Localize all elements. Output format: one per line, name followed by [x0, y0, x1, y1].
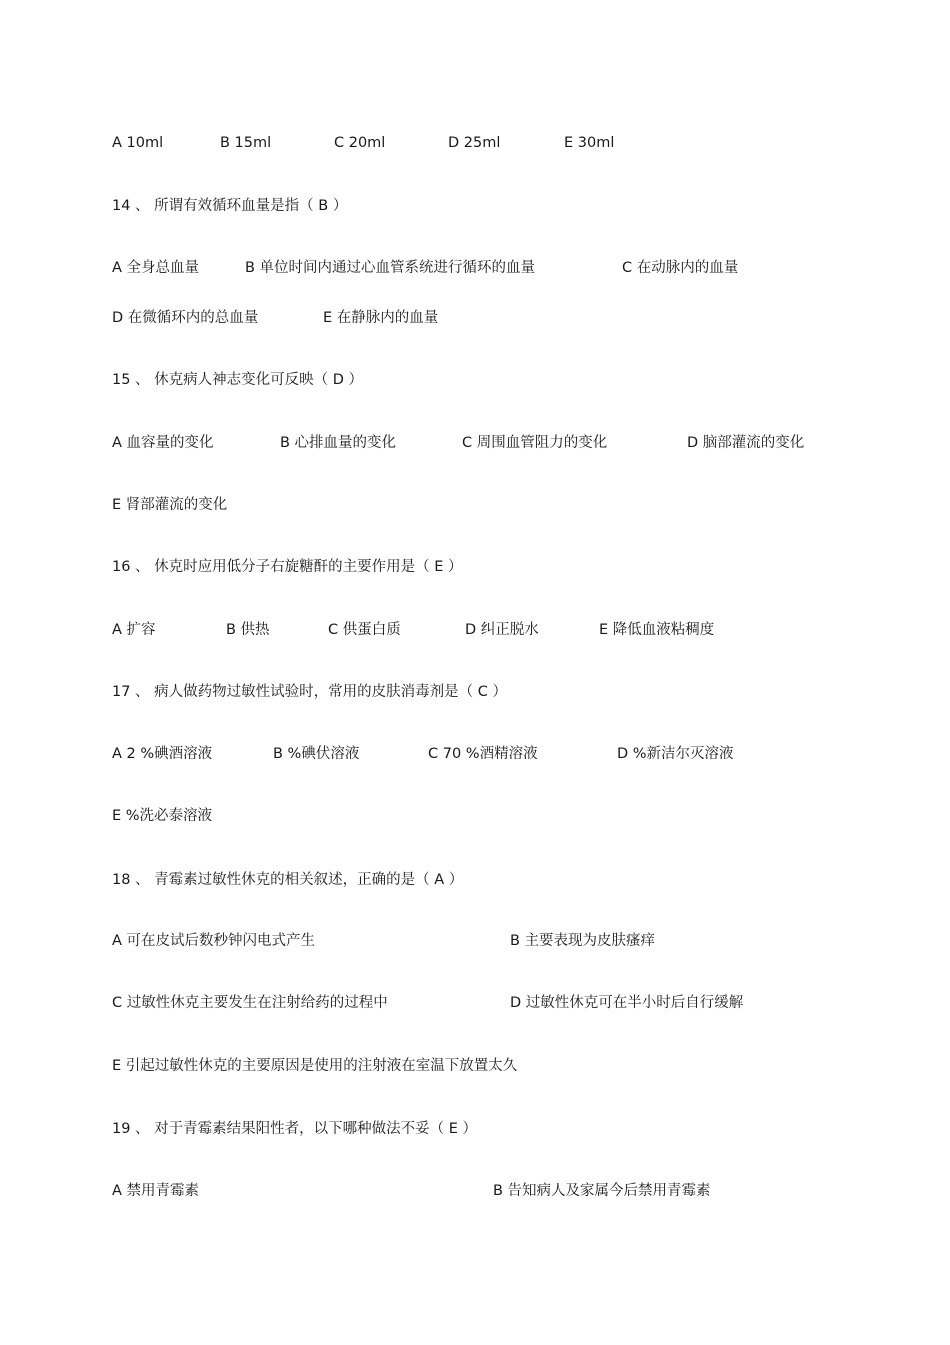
option-e: E 降低血液粘稠度	[599, 622, 715, 638]
option-b: B 告知病人及家属今后禁用青霉素	[493, 1183, 711, 1199]
option-a: A 扩容	[112, 622, 156, 638]
option-c: C 供蛋白质	[328, 622, 401, 638]
option-b: B 主要表现为皮肤瘙痒	[510, 933, 656, 949]
option-e: E 30ml	[564, 135, 615, 151]
option-c: C 70 %酒精溶液	[428, 746, 538, 762]
option-c: C 周围血管阻力的变化	[462, 435, 608, 451]
question-17: 17 、 病人做药物过敏性试验时，常用的皮肤消毒剂是（ C ）	[112, 684, 508, 700]
option-a: A 10ml	[112, 135, 164, 151]
option-e: E %洗必泰溶液	[112, 808, 213, 824]
option-b: B 15ml	[220, 135, 272, 151]
question-15: 15 、 休克病人神志变化可反映（ D ）	[112, 372, 364, 388]
option-d: D 脑部灌流的变化	[687, 435, 805, 451]
option-c: C 20ml	[334, 135, 386, 151]
option-a: A 可在皮试后数秒钟闪电式产生	[112, 933, 316, 949]
option-e: E 在静脉内的血量	[323, 310, 439, 326]
option-b: B 供热	[226, 622, 270, 638]
question-18: 18 、 青霉素过敏性休克的相关叙述，正确的是（ A ）	[112, 872, 464, 888]
question-16: 16 、 休克时应用低分子右旋糖酐的主要作用是（ E ）	[112, 559, 463, 575]
question-14: 14 、 所谓有效循环血量是指（ B ）	[112, 198, 348, 214]
option-d: D 在微循环内的总血量	[112, 310, 259, 326]
option-a: A 血容量的变化	[112, 435, 214, 451]
option-d: D %新洁尔灭溶液	[617, 746, 734, 762]
option-a: A 2 %碘酒溶液	[112, 746, 213, 762]
option-e: E 引起过敏性休克的主要原因是使用的注射液在室温下放置太久	[112, 1058, 518, 1074]
option-c: C 在动脉内的血量	[622, 260, 739, 276]
option-d: D 纠正脱水	[465, 622, 539, 638]
option-c: C 过敏性休克主要发生在注射给药的过程中	[112, 995, 388, 1011]
option-b: B 心排血量的变化	[280, 435, 397, 451]
option-b: B 单位时间内通过心血管系统进行循环的血量	[245, 260, 536, 276]
option-b: B %碘伏溶液	[273, 746, 360, 762]
question-19: 19 、 对于青霉素结果阳性者，以下哪种做法不妥（ E ）	[112, 1121, 478, 1137]
option-e: E 肾部灌流的变化	[112, 497, 228, 513]
option-a: A 禁用青霉素	[112, 1183, 200, 1199]
option-a: A 全身总血量	[112, 260, 200, 276]
option-d: D 过敏性休克可在半小时后自行缓解	[510, 995, 744, 1011]
option-d: D 25ml	[448, 135, 501, 151]
